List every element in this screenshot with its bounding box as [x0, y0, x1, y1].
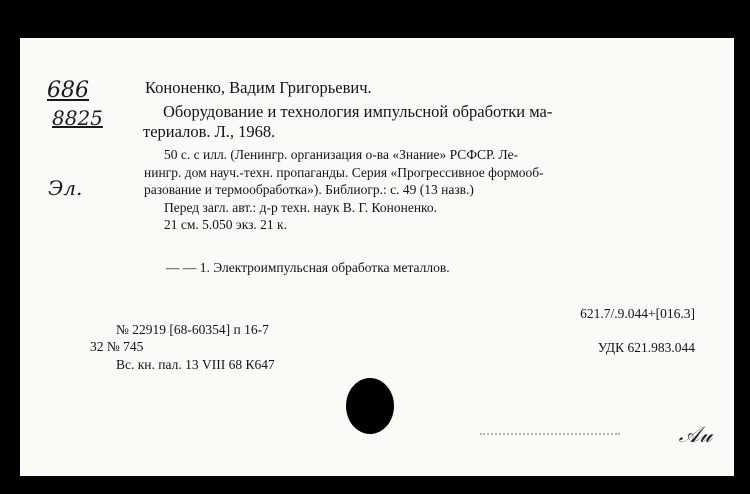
faded-stamp	[480, 433, 620, 447]
classification-number: 621.7/.9.044+[016.3]	[580, 306, 695, 321]
handwritten-code-middle: 8825	[52, 106, 103, 130]
handwritten-code-top: 686	[47, 78, 89, 103]
udk-number: УДК 621.983.044	[597, 340, 695, 355]
author-heading: Кононенко, Вадим Григорьевич.	[145, 78, 372, 97]
punch-hole	[346, 378, 394, 434]
collation-line-1: 50 с. с илл. (Ленингр. организация о-ва «Знание» РСФСР. Ле-	[164, 147, 519, 162]
collation-line-2: нингр. дом науч.-техн. пропаганды. Серия «Прогрессивное формооб-	[144, 165, 544, 180]
handwritten-note: Эл.	[48, 176, 83, 200]
signature-mark: 𝒜𝓊	[678, 423, 712, 448]
title-line-2: териалов. Л., 1968.	[143, 122, 276, 141]
subject-heading: — — 1. Электроимпульсная обработка металлов.	[166, 260, 450, 275]
registration-line-3: Вс. кн. пал. 13 VIII 68 К647	[116, 357, 275, 372]
registration-line-1: № 22919 [68-60354] п 16-7	[116, 322, 269, 337]
collation-line-5: 21 см. 5.050 экз. 21 к.	[164, 217, 287, 232]
title-line-1: Оборудование и технология импульсной обработки ма-	[163, 102, 553, 121]
collation-line-4: Перед загл. авт.: д-р техн. наук В. Г. Кононенко.	[164, 200, 438, 215]
catalog-card	[20, 38, 734, 476]
collation-line-3: разование и термообработка»). Библиогр.: с. 49 (13 назв.)	[144, 182, 474, 197]
registration-line-2: 32 № 745	[90, 339, 144, 354]
